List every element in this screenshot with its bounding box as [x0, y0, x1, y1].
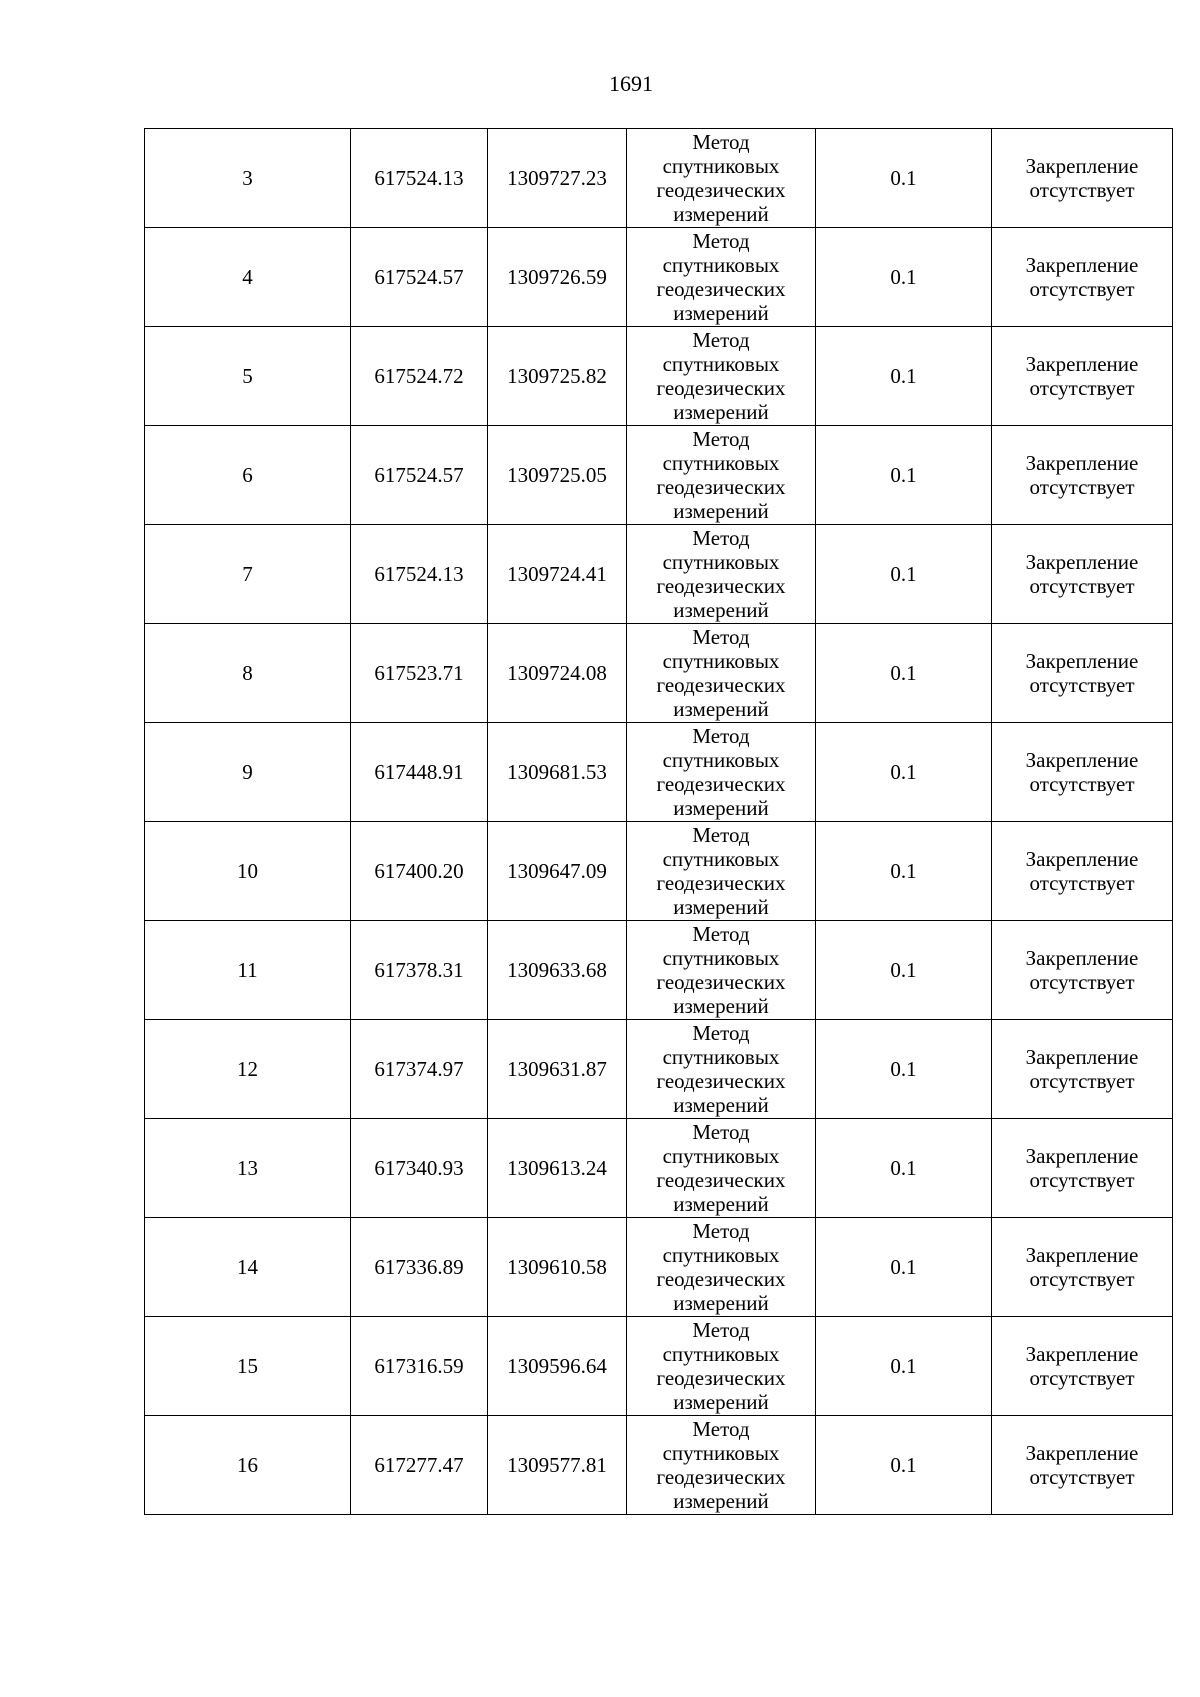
fixing-cell-line: Закрепление: [1025, 1342, 1139, 1366]
point-number-cell: 9: [145, 723, 351, 822]
fixing-cell: [992, 1416, 1173, 1515]
y-coordinate-cell: 1309727.23: [488, 129, 627, 228]
accuracy-cell: 0.1: [816, 1020, 992, 1119]
y-coordinate-cell: 1309647.09: [488, 822, 627, 921]
method-cell-line: спутниковых: [662, 451, 780, 475]
accuracy-cell: 0.1: [816, 426, 992, 525]
fixing-cell: [992, 228, 1173, 327]
method-cell-line: геодезических: [656, 1465, 786, 1489]
method-cell-line: геодезических: [656, 772, 786, 796]
method-cell-line: Метод: [692, 1219, 750, 1243]
method-cell: [627, 624, 816, 723]
accuracy-cell: 0.1: [816, 1218, 992, 1317]
accuracy-cell: 0.1: [816, 327, 992, 426]
y-coordinate-cell: 1309596.64: [488, 1317, 627, 1416]
fixing-cell-line: Закрепление: [1025, 748, 1139, 772]
method-cell-line: геодезических: [656, 376, 786, 400]
table-row: [145, 129, 1173, 228]
method-cell-line: измерений: [673, 1192, 769, 1216]
method-cell-line: Метод: [692, 1021, 750, 1045]
method-cell-line: геодезических: [656, 1366, 786, 1390]
fixing-cell-line: Закрепление: [1025, 649, 1139, 673]
x-coordinate-cell: 617524.13: [351, 525, 488, 624]
method-cell-line: спутниковых: [662, 847, 780, 871]
page-number: 1691: [609, 71, 653, 96]
method-cell-line: спутниковых: [662, 1342, 780, 1366]
fixing-cell-line: отсутствует: [1029, 871, 1135, 895]
fixing-cell-line: Закрепление: [1025, 550, 1139, 574]
method-cell-line: измерений: [673, 301, 769, 325]
point-number-cell: 16: [145, 1416, 351, 1515]
fixing-cell: [992, 1317, 1173, 1416]
point-number-cell: 7: [145, 525, 351, 624]
fixing-cell-line: отсутствует: [1029, 1465, 1135, 1489]
method-cell-line: Метод: [692, 427, 750, 451]
fixing-cell-line: отсутствует: [1029, 178, 1135, 202]
table-row: [145, 327, 1173, 426]
method-cell-line: Метод: [692, 1318, 750, 1342]
table-row: [145, 1317, 1173, 1416]
accuracy-cell: 0.1: [816, 1317, 992, 1416]
accuracy-cell: 0.1: [816, 921, 992, 1020]
fixing-cell: [992, 1119, 1173, 1218]
method-cell: [627, 426, 816, 525]
method-cell-line: Метод: [692, 724, 750, 748]
method-cell-line: Метод: [692, 229, 750, 253]
fixing-cell: [992, 624, 1173, 723]
fixing-cell-line: отсутствует: [1029, 1069, 1135, 1093]
method-cell: [627, 525, 816, 624]
fixing-cell-line: отсутствует: [1029, 277, 1135, 301]
table-row: [145, 426, 1173, 525]
y-coordinate-cell: 1309633.68: [488, 921, 627, 1020]
method-cell-line: спутниковых: [662, 1243, 780, 1267]
x-coordinate-cell: 617316.59: [351, 1317, 488, 1416]
method-cell-line: геодезических: [656, 574, 786, 598]
x-coordinate-cell: 617524.57: [351, 228, 488, 327]
method-cell: [627, 1119, 816, 1218]
method-cell: [627, 723, 816, 822]
fixing-cell: [992, 822, 1173, 921]
method-cell-line: спутниковых: [662, 550, 780, 574]
y-coordinate-cell: 1309610.58: [488, 1218, 627, 1317]
method-cell-line: измерений: [673, 994, 769, 1018]
x-coordinate-cell: 617524.13: [351, 129, 488, 228]
method-cell-line: спутниковых: [662, 1045, 780, 1069]
fixing-cell: [992, 1218, 1173, 1317]
accuracy-cell: 0.1: [816, 228, 992, 327]
method-cell: [627, 327, 816, 426]
accuracy-cell: 0.1: [816, 624, 992, 723]
method-cell: [627, 1218, 816, 1317]
fixing-cell: [992, 921, 1173, 1020]
fixing-cell: [992, 426, 1173, 525]
fixing-cell-line: Закрепление: [1025, 1243, 1139, 1267]
point-number-cell: 10: [145, 822, 351, 921]
method-cell: [627, 129, 816, 228]
fixing-cell-line: отсутствует: [1029, 1366, 1135, 1390]
x-coordinate-cell: 617340.93: [351, 1119, 488, 1218]
method-cell-line: спутниковых: [662, 154, 780, 178]
fixing-cell-line: отсутствует: [1029, 475, 1135, 499]
fixing-cell: [992, 129, 1173, 228]
method-cell-line: измерений: [673, 400, 769, 424]
method-cell-line: Метод: [692, 1120, 750, 1144]
method-cell-line: измерений: [673, 1489, 769, 1513]
method-cell-line: геодезических: [656, 871, 786, 895]
y-coordinate-cell: 1309724.41: [488, 525, 627, 624]
method-cell-line: спутниковых: [662, 1441, 780, 1465]
method-cell-line: Метод: [692, 526, 750, 550]
method-cell-line: Метод: [692, 130, 750, 154]
method-cell-line: спутниковых: [662, 1144, 780, 1168]
point-number-cell: 15: [145, 1317, 351, 1416]
method-cell: [627, 1020, 816, 1119]
method-cell-line: геодезических: [656, 178, 786, 202]
y-coordinate-cell: 1309681.53: [488, 723, 627, 822]
point-number-cell: 14: [145, 1218, 351, 1317]
method-cell-line: спутниковых: [662, 649, 780, 673]
method-cell-line: геодезических: [656, 475, 786, 499]
x-coordinate-cell: 617378.31: [351, 921, 488, 1020]
x-coordinate-cell: 617524.57: [351, 426, 488, 525]
method-cell-line: Метод: [692, 922, 750, 946]
method-cell: [627, 921, 816, 1020]
accuracy-cell: 0.1: [816, 723, 992, 822]
method-cell-line: геодезических: [656, 970, 786, 994]
fixing-cell-line: Закрепление: [1025, 946, 1139, 970]
method-cell-line: измерений: [673, 202, 769, 226]
coordinates-table-body: [145, 129, 1173, 1515]
point-number-cell: 6: [145, 426, 351, 525]
x-coordinate-cell: 617336.89: [351, 1218, 488, 1317]
method-cell-line: геодезических: [656, 1267, 786, 1291]
y-coordinate-cell: 1309724.08: [488, 624, 627, 723]
fixing-cell-line: отсутствует: [1029, 574, 1135, 598]
method-cell-line: Метод: [692, 625, 750, 649]
fixing-cell-line: Закрепление: [1025, 451, 1139, 475]
point-number-cell: 11: [145, 921, 351, 1020]
method-cell-line: геодезических: [656, 277, 786, 301]
x-coordinate-cell: 617400.20: [351, 822, 488, 921]
y-coordinate-cell: 1309726.59: [488, 228, 627, 327]
table-row: [145, 624, 1173, 723]
fixing-cell-line: Закрепление: [1025, 154, 1139, 178]
table-row: [145, 723, 1173, 822]
fixing-cell-line: Закрепление: [1025, 1045, 1139, 1069]
accuracy-cell: 0.1: [816, 1119, 992, 1218]
method-cell-line: измерений: [673, 1291, 769, 1315]
method-cell-line: спутниковых: [662, 253, 780, 277]
method-cell-line: измерений: [673, 598, 769, 622]
method-cell: [627, 1317, 816, 1416]
point-number-cell: 4: [145, 228, 351, 327]
fixing-cell-line: Закрепление: [1025, 1441, 1139, 1465]
fixing-cell-line: Закрепление: [1025, 253, 1139, 277]
method-cell-line: измерений: [673, 1093, 769, 1117]
fixing-cell-line: Закрепление: [1025, 352, 1139, 376]
method-cell-line: геодезических: [656, 1168, 786, 1192]
method-cell: [627, 1416, 816, 1515]
fixing-cell: [992, 723, 1173, 822]
table-row: [145, 1119, 1173, 1218]
fixing-cell-line: отсутствует: [1029, 1267, 1135, 1291]
table-row: [145, 1218, 1173, 1317]
fixing-cell-line: отсутствует: [1029, 970, 1135, 994]
fixing-cell: [992, 1020, 1173, 1119]
x-coordinate-cell: 617374.97: [351, 1020, 488, 1119]
fixing-cell-line: Закрепление: [1025, 847, 1139, 871]
accuracy-cell: 0.1: [816, 822, 992, 921]
table-row: [145, 1416, 1173, 1515]
fixing-cell-line: отсутствует: [1029, 772, 1135, 796]
x-coordinate-cell: 617277.47: [351, 1416, 488, 1515]
y-coordinate-cell: 1309613.24: [488, 1119, 627, 1218]
method-cell: [627, 228, 816, 327]
y-coordinate-cell: 1309725.05: [488, 426, 627, 525]
point-number-cell: 3: [145, 129, 351, 228]
accuracy-cell: 0.1: [816, 525, 992, 624]
method-cell-line: измерений: [673, 1390, 769, 1414]
fixing-cell-line: отсутствует: [1029, 673, 1135, 697]
method-cell-line: измерений: [673, 895, 769, 919]
method-cell: [627, 822, 816, 921]
method-cell-line: Метод: [692, 823, 750, 847]
method-cell-line: Метод: [692, 328, 750, 352]
coordinates-table: [144, 128, 1173, 1515]
y-coordinate-cell: 1309725.82: [488, 327, 627, 426]
table-row: [145, 822, 1173, 921]
table-row: [145, 1020, 1173, 1119]
method-cell-line: геодезических: [656, 673, 786, 697]
method-cell-line: геодезических: [656, 1069, 786, 1093]
fixing-cell: [992, 327, 1173, 426]
method-cell-line: спутниковых: [662, 748, 780, 772]
fixing-cell: [992, 525, 1173, 624]
method-cell-line: спутниковых: [662, 352, 780, 376]
y-coordinate-cell: 1309631.87: [488, 1020, 627, 1119]
method-cell-line: спутниковых: [662, 946, 780, 970]
table-row: [145, 228, 1173, 327]
method-cell-line: Метод: [692, 1417, 750, 1441]
x-coordinate-cell: 617524.72: [351, 327, 488, 426]
point-number-cell: 8: [145, 624, 351, 723]
point-number-cell: 5: [145, 327, 351, 426]
fixing-cell-line: Закрепление: [1025, 1144, 1139, 1168]
x-coordinate-cell: 617448.91: [351, 723, 488, 822]
point-number-cell: 12: [145, 1020, 351, 1119]
fixing-cell-line: отсутствует: [1029, 376, 1135, 400]
method-cell-line: измерений: [673, 499, 769, 523]
table-row: [145, 921, 1173, 1020]
table-row: [145, 525, 1173, 624]
point-number-cell: 13: [145, 1119, 351, 1218]
x-coordinate-cell: 617523.71: [351, 624, 488, 723]
fixing-cell-line: отсутствует: [1029, 1168, 1135, 1192]
method-cell-line: измерений: [673, 796, 769, 820]
y-coordinate-cell: 1309577.81: [488, 1416, 627, 1515]
accuracy-cell: 0.1: [816, 129, 992, 228]
method-cell-line: измерений: [673, 697, 769, 721]
accuracy-cell: 0.1: [816, 1416, 992, 1515]
